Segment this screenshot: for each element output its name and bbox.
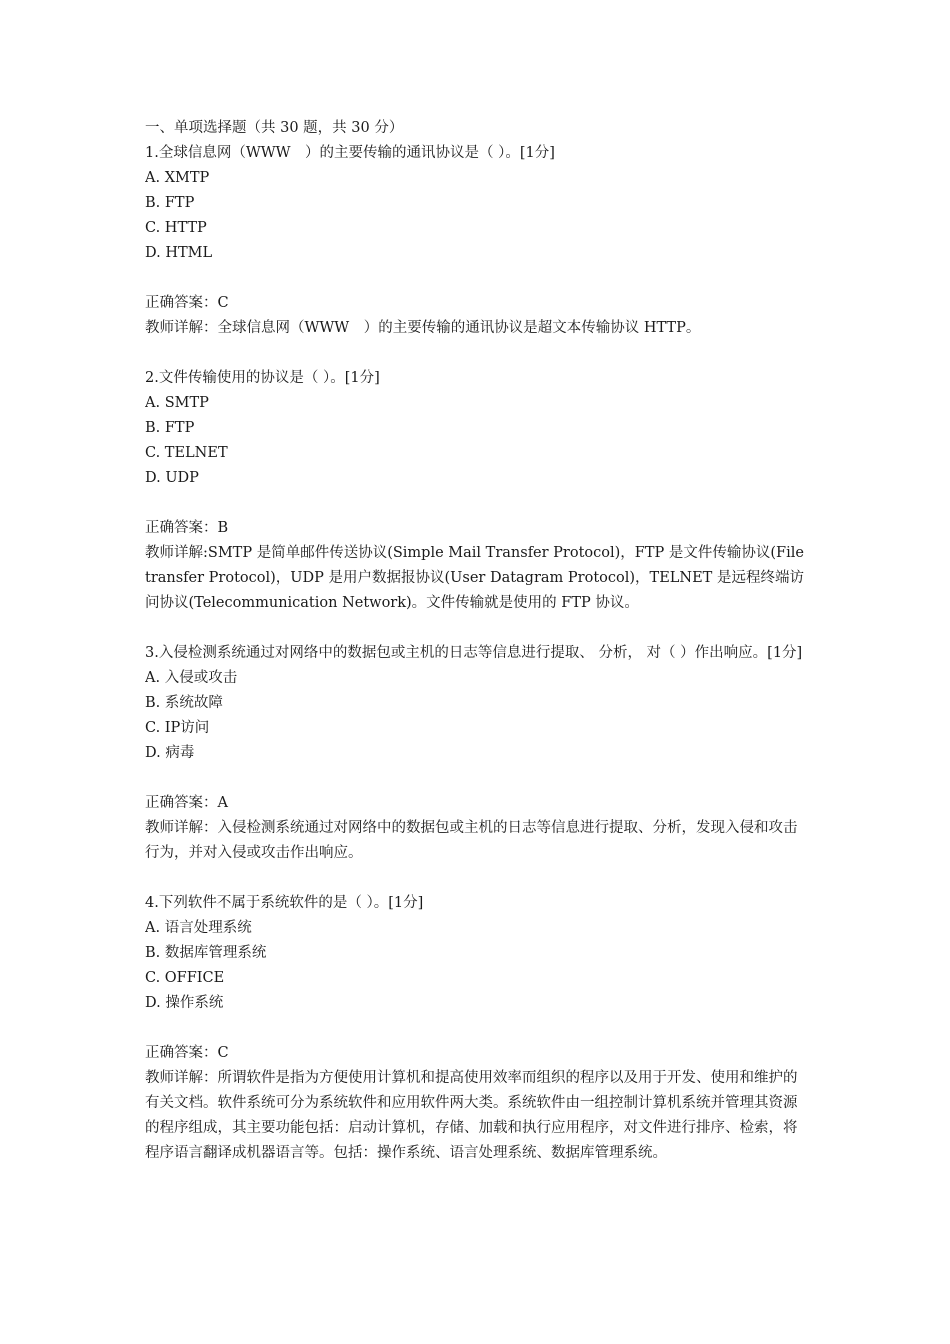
correct-answer: 正确答案：C bbox=[145, 295, 229, 311]
spacer bbox=[145, 491, 810, 516]
option-d: D. HTML bbox=[145, 245, 213, 261]
teacher-explanation: 教师详解：全球信息网（WWW ）的主要传输的通讯协议是超文本传输协议 HTTP。 bbox=[145, 320, 701, 336]
option-d: D. UDP bbox=[145, 470, 199, 486]
spacer bbox=[145, 341, 810, 366]
question-block-2 bbox=[145, 366, 810, 641]
option-c: C. TELNET bbox=[145, 445, 228, 461]
option-b: B. 数据库管理系统 bbox=[145, 945, 267, 961]
exam-document bbox=[145, 116, 810, 1166]
option-a: A. XMTP bbox=[145, 170, 210, 186]
question-stem: 4.下列软件不属于系统软件的是（ ）。[1分] bbox=[145, 895, 424, 911]
question-stem: 3.入侵检测系统通过对网络中的数据包或主机的日志等信息进行提取、 分析， 对（ ）作出响应。[1分] bbox=[145, 645, 803, 661]
spacer bbox=[145, 616, 810, 641]
section-title: 一、单项选择题（共 30 题，共 30 分） bbox=[145, 120, 404, 136]
question-block-3 bbox=[145, 641, 810, 891]
spacer bbox=[145, 1016, 810, 1041]
correct-answer: 正确答案：A bbox=[145, 795, 228, 811]
teacher-explanation: 教师详解:SMTP 是简单邮件传送协议(Simple Mail Transfer Protocol)，FTP 是文件传输协议(File transfer Protocol)，UDP 是用户数据报协议(User Datagram Protocol)，TELNET 是远程终端访问协议(Telecommunication Network)。文件传输就是使用的 FTP 协议。 bbox=[145, 545, 804, 611]
option-c: C. IP访问 bbox=[145, 720, 210, 736]
option-d: D. 操作系统 bbox=[145, 995, 224, 1011]
spacer bbox=[145, 766, 810, 791]
option-a: A. 语言处理系统 bbox=[145, 920, 252, 936]
option-c: C. HTTP bbox=[145, 220, 207, 236]
option-b: B. FTP bbox=[145, 420, 195, 436]
question-block-1 bbox=[145, 141, 810, 366]
option-b: B. FTP bbox=[145, 195, 195, 211]
correct-answer: 正确答案：C bbox=[145, 1045, 229, 1061]
option-b: B. 系统故障 bbox=[145, 695, 223, 711]
teacher-explanation: 教师详解：所谓软件是指为方便使用计算机和提高使用效率而组织的程序以及用于开发、使用和维护的有关文档。软件系统可分为系统软件和应用软件两大类。系统软件由一组控制计算机系统并管理其资源的程序组成，其主要功能包括：启动计算机，存储、加载和执行应用程序，对文件进行排序、检索，将程序语言翻译成机器语言等。包括：操作系统、语言处理系统、数据库管理系统。 bbox=[145, 1070, 798, 1161]
option-a: A. SMTP bbox=[145, 395, 209, 411]
option-d: D. 病毒 bbox=[145, 745, 195, 761]
question-block-4 bbox=[145, 891, 810, 1166]
spacer bbox=[145, 266, 810, 291]
option-a: A. 入侵或攻击 bbox=[145, 670, 238, 686]
correct-answer: 正确答案：B bbox=[145, 520, 229, 536]
teacher-explanation: 教师详解：入侵检测系统通过对网络中的数据包或主机的日志等信息进行提取、分析，发现入侵和攻击行为，并对入侵或攻击作出响应。 bbox=[145, 820, 798, 861]
option-c: C. OFFICE bbox=[145, 970, 225, 986]
question-stem: 2.文件传输使用的协议是（ ）。[1分] bbox=[145, 370, 380, 386]
question-stem: 1.全球信息网（WWW ）的主要传输的通讯协议是（ ）。[1分] bbox=[145, 145, 555, 161]
spacer bbox=[145, 866, 810, 891]
